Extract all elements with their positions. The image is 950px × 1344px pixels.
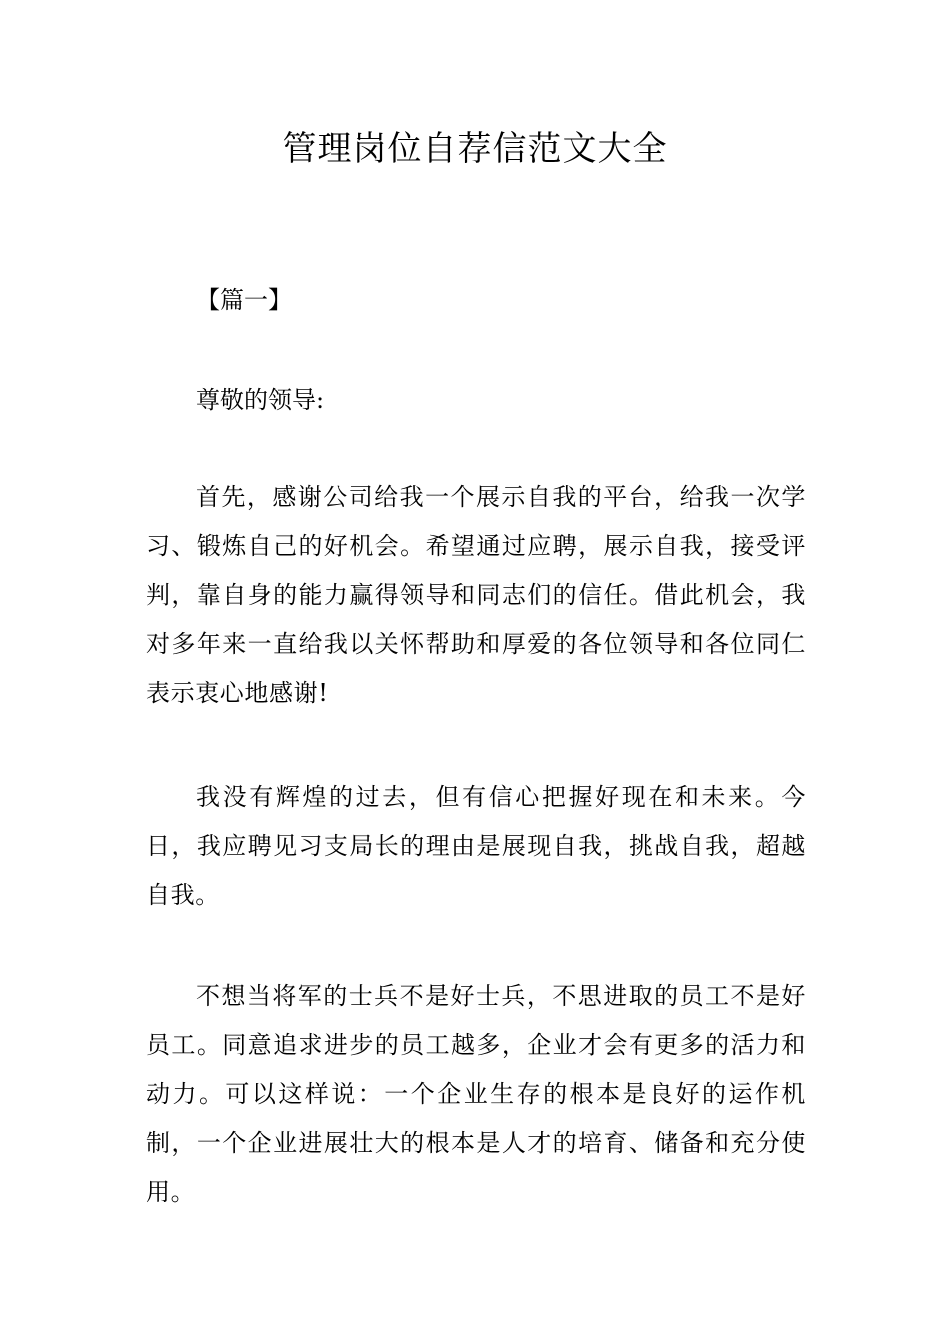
salutation: 尊敬的领导: [196, 386, 325, 414]
body-paragraph: 首先，感谢公司给我一个展示自我的平台，给我一次学习、锻炼自己的好机会。希望通过应聘，展示自我，接受评判，靠自身的能力赢得领导和同志们的信任。借此机会，我对多年来一直给我以关怀帮助和厚爱的各位领导和各位同仁表示衷心地感谢! [146, 483, 806, 707]
body-paragraph: 我没有辉煌的过去，但有信心把握好现在和未来。今日，我应聘见习支局长的理由是展现自我，挑战自我，超越自我。 [146, 783, 806, 909]
body-paragraph: 不想当将军的士兵不是好士兵，不思进取的员工不是好员工。同意追求进步的员工越多，企业才会有更多的活力和动力。可以这样说：一个企业生存的根本是良好的运作机制，一个企业进展壮大的根本是人才的培育、储备和充分使用。 [146, 982, 806, 1206]
section-marker: 【篇一】 [196, 286, 292, 314]
document-title: 管理岗位自荐信范文大全 [282, 129, 668, 169]
